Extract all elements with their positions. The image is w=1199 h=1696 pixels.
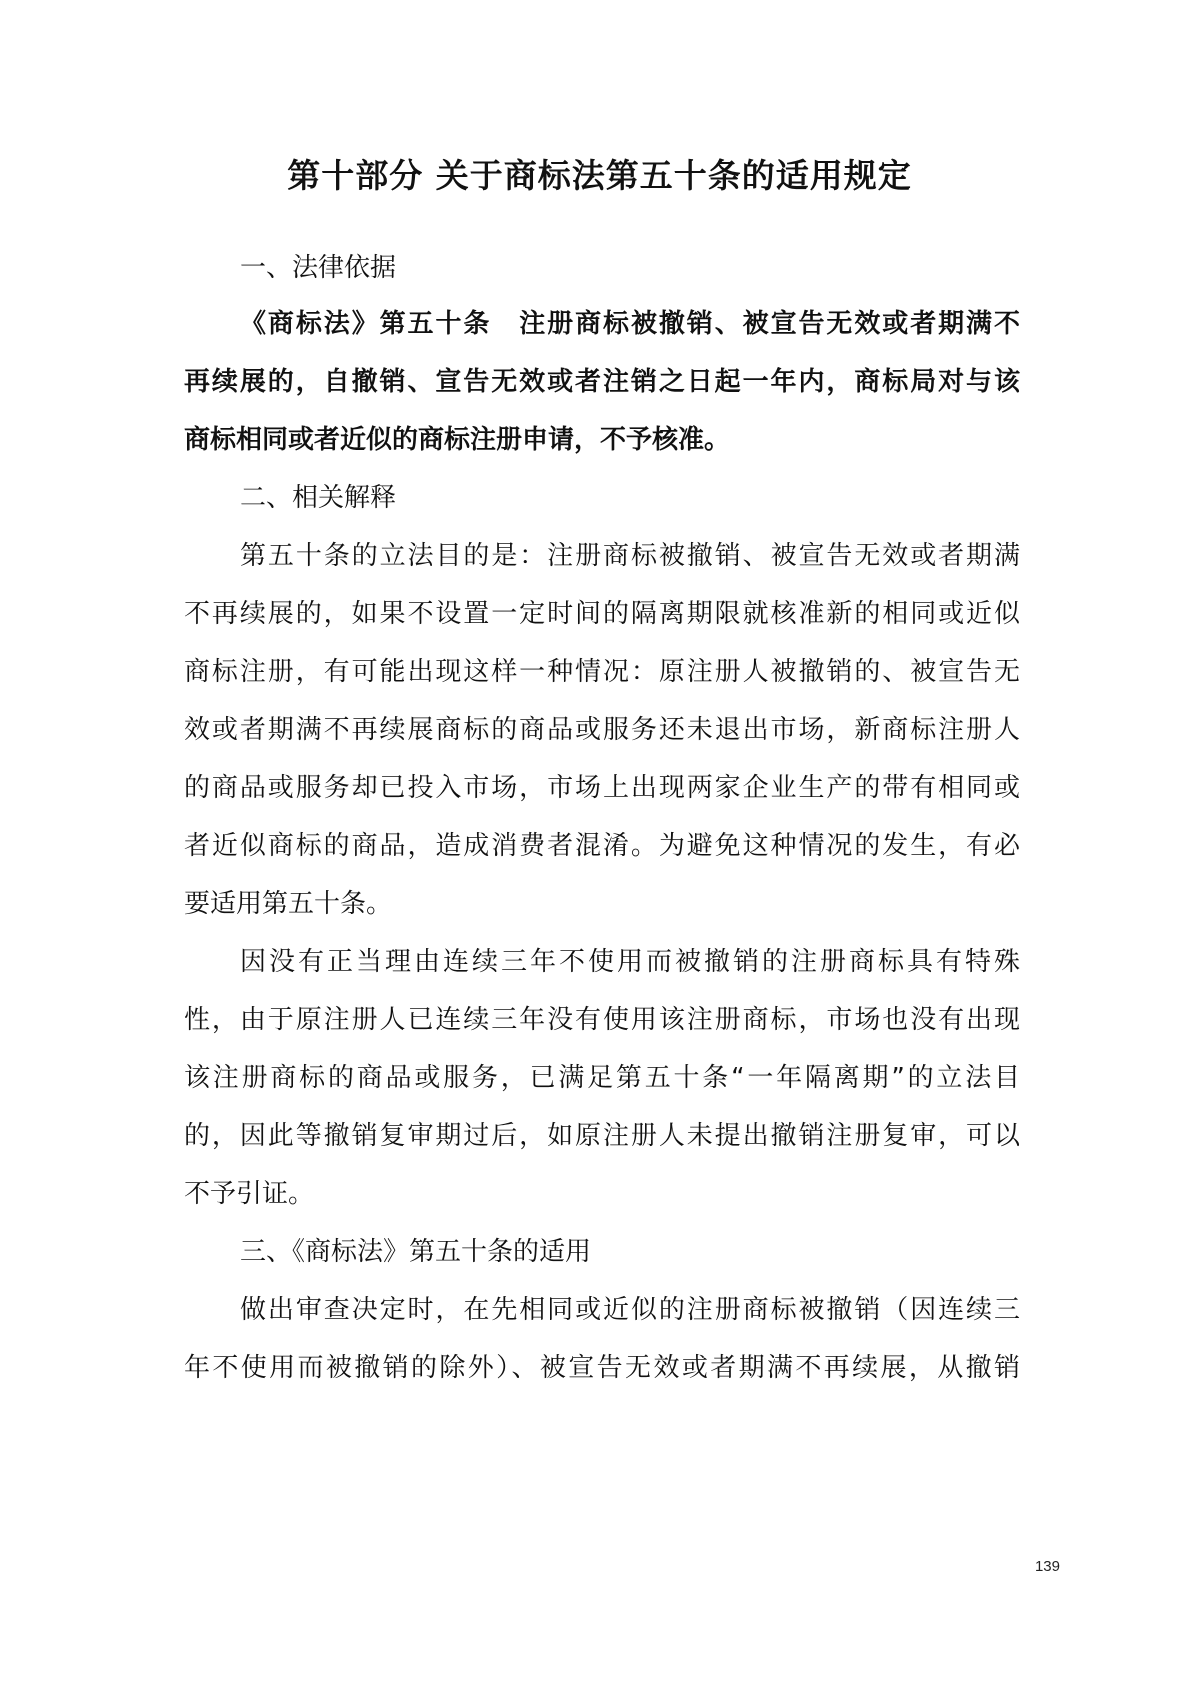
paragraph-line: 效或者期满不再续展商标的商品或服务还未退出市场，新商标注册人 xyxy=(184,715,1020,745)
paragraph-line: 该注册商标的商品或服务，已满足第五十条“一年隔离期”的立法目 xyxy=(184,1063,1020,1093)
section-heading-application: 三、《商标法》第五十条的适用 xyxy=(240,1237,592,1267)
paragraph-line: 者近似商标的商品，造成消费者混淆。为避免这种情况的发生，有必 xyxy=(184,831,1020,861)
section-heading-legal-basis: 一、法律依据 xyxy=(240,253,397,283)
paragraph-line: 要适用第五十条。 xyxy=(184,889,393,919)
law-text-line: 再续展的，自撤销、宣告无效或者注销之日起一年内，商标局对与该 xyxy=(184,367,1020,397)
page-title: 第十部分 关于商标法第五十条的适用规定 xyxy=(287,156,912,195)
paragraph-line: 第五十条的立法目的是：注册商标被撤销、被宣告无效或者期满 xyxy=(240,541,1020,571)
paragraph-line: 商标注册，有可能出现这样一种情况：原注册人被撤销的、被宣告无 xyxy=(184,657,1020,687)
paragraph-line: 性，由于原注册人已连续三年没有使用该注册商标，市场也没有出现 xyxy=(184,1005,1020,1035)
law-text-line: 商标相同或者近似的商标注册申请，不予核准。 xyxy=(184,425,731,455)
paragraph-line: 年不使用而被撤销的除外）、被宣告无效或者期满不再续展，从撤销 xyxy=(184,1353,1020,1383)
law-text-line: 《商标法》第五十条 注册商标被撤销、被宣告无效或者期满不 xyxy=(240,309,1020,339)
paragraph-line: 的商品或服务却已投入市场，市场上出现两家企业生产的带有相同或 xyxy=(184,773,1020,803)
paragraph-line: 不再续展的，如果不设置一定时间的隔离期限就核准新的相同或近似 xyxy=(184,599,1020,629)
section-heading-interpretation: 二、相关解释 xyxy=(240,483,397,513)
paragraph-line: 不予引证。 xyxy=(184,1179,315,1209)
paragraph-line: 的，因此等撤销复审期过后，如原注册人未提出撤销注册复审，可以 xyxy=(184,1121,1020,1151)
paragraph-line: 因没有正当理由连续三年不使用而被撤销的注册商标具有特殊 xyxy=(240,947,1020,977)
paragraph-line: 做出审查决定时，在先相同或近似的注册商标被撤销（因连续三 xyxy=(240,1295,1020,1325)
page-number: 139 xyxy=(1034,1558,1060,1575)
